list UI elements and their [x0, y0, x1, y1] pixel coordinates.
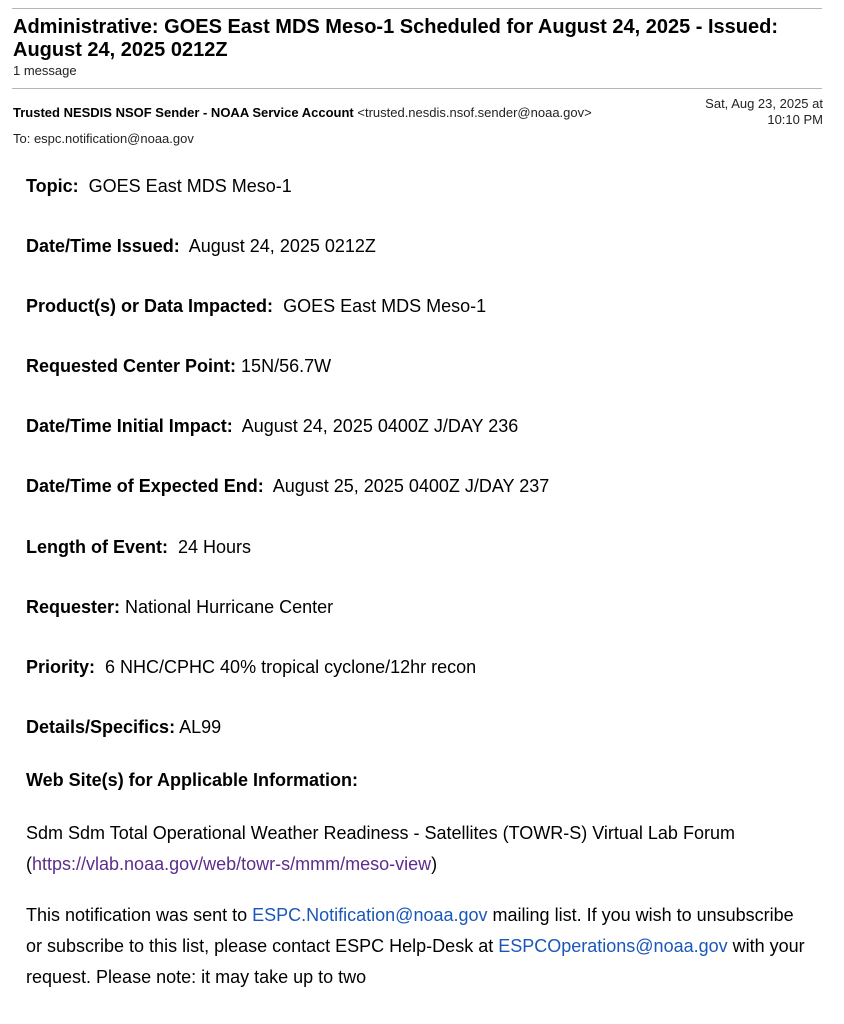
websites-heading: Web Site(s) for Applicable Information:	[26, 770, 359, 790]
field-label: Date/Time Issued:	[26, 236, 180, 256]
espc-operations-link[interactable]: ESPCOperations@noaa.gov	[498, 936, 728, 956]
field-length-of-event	[26, 537, 251, 558]
field-value: 6 NHC/CPHC 40% tropical cyclone/12hr recon	[105, 657, 477, 677]
field-initial-impact	[26, 416, 518, 437]
sent-date-line-1: Sat, Aug 23, 2025 at	[705, 96, 823, 111]
top-divider	[12, 8, 822, 9]
sender-email[interactable]: <trusted.nesdis.nsof.sender@noaa.gov>	[357, 105, 592, 120]
field-value: AL99	[179, 717, 222, 737]
notification-paragraph	[26, 900, 806, 993]
espc-notification-link[interactable]: ESPC.Notification@noaa.gov	[252, 905, 488, 925]
field-priority	[26, 657, 476, 678]
field-value: GOES East MDS Meso-1	[88, 176, 292, 196]
field-label: Requested Center Point:	[26, 356, 237, 376]
field-value: 24 Hours	[178, 537, 252, 557]
field-value: August 24, 2025 0400Z J/DAY 236	[241, 416, 519, 436]
sender-line	[13, 105, 592, 120]
email-subject: Administrative: GOES East MDS Meso-1 Scheduled for August 24, 2025 - Issued: August 24, 2025 0212Z	[13, 16, 778, 61]
field-value: 15N/56.7W	[241, 356, 332, 376]
field-label: Date/Time of Expected End:	[26, 476, 264, 496]
field-label: Requester:	[26, 597, 121, 617]
field-date-time-issued	[26, 236, 376, 257]
close-paren: )	[431, 854, 438, 874]
field-details	[26, 717, 221, 738]
field-requester	[26, 597, 333, 618]
field-topic	[26, 176, 292, 197]
notification-text-1: This notification was sent to	[26, 905, 248, 925]
vlab-link[interactable]: https://vlab.noaa.gov/web/towr-s/mmm/meso-view	[32, 854, 432, 874]
field-expected-end	[26, 476, 549, 497]
field-label: Details/Specifics:	[26, 717, 176, 737]
field-value: National Hurricane Center	[125, 597, 334, 617]
field-label: Date/Time Initial Impact:	[26, 416, 233, 436]
field-products-impacted	[26, 296, 486, 317]
websites-paragraph	[26, 818, 806, 880]
field-label: Product(s) or Data Impacted:	[26, 296, 274, 316]
field-value: August 25, 2025 0400Z J/DAY 237	[272, 476, 550, 496]
websites-text: Sdm Sdm Total Operational Weather Readiness - Satellites (TOWR-S) Virtual Lab Forum	[26, 823, 735, 843]
sent-date	[673, 96, 823, 128]
open-paren: (	[26, 854, 32, 874]
recipient-line: To: espc.notification@noaa.gov	[13, 131, 194, 146]
field-value: GOES East MDS Meso-1	[283, 296, 487, 316]
field-label: Priority:	[26, 657, 96, 677]
header-divider	[12, 88, 822, 89]
field-label: Topic:	[26, 176, 79, 196]
message-count: 1 message	[13, 63, 77, 78]
field-value: August 24, 2025 0212Z	[188, 236, 376, 256]
field-label: Length of Event:	[26, 537, 168, 557]
notification-text-2: mailing list. If you wish to unsubscribe or subscribe to this list, please contact ESPC Help-Desk at	[26, 905, 794, 956]
field-center-point	[26, 356, 331, 377]
notification-text-3: with your request. Please note: it may take up to two	[26, 936, 805, 987]
sender-name[interactable]: Trusted NESDIS NSOF Sender - NOAA Service Account	[13, 105, 354, 120]
sent-date-line-2: 10:10 PM	[767, 112, 823, 127]
